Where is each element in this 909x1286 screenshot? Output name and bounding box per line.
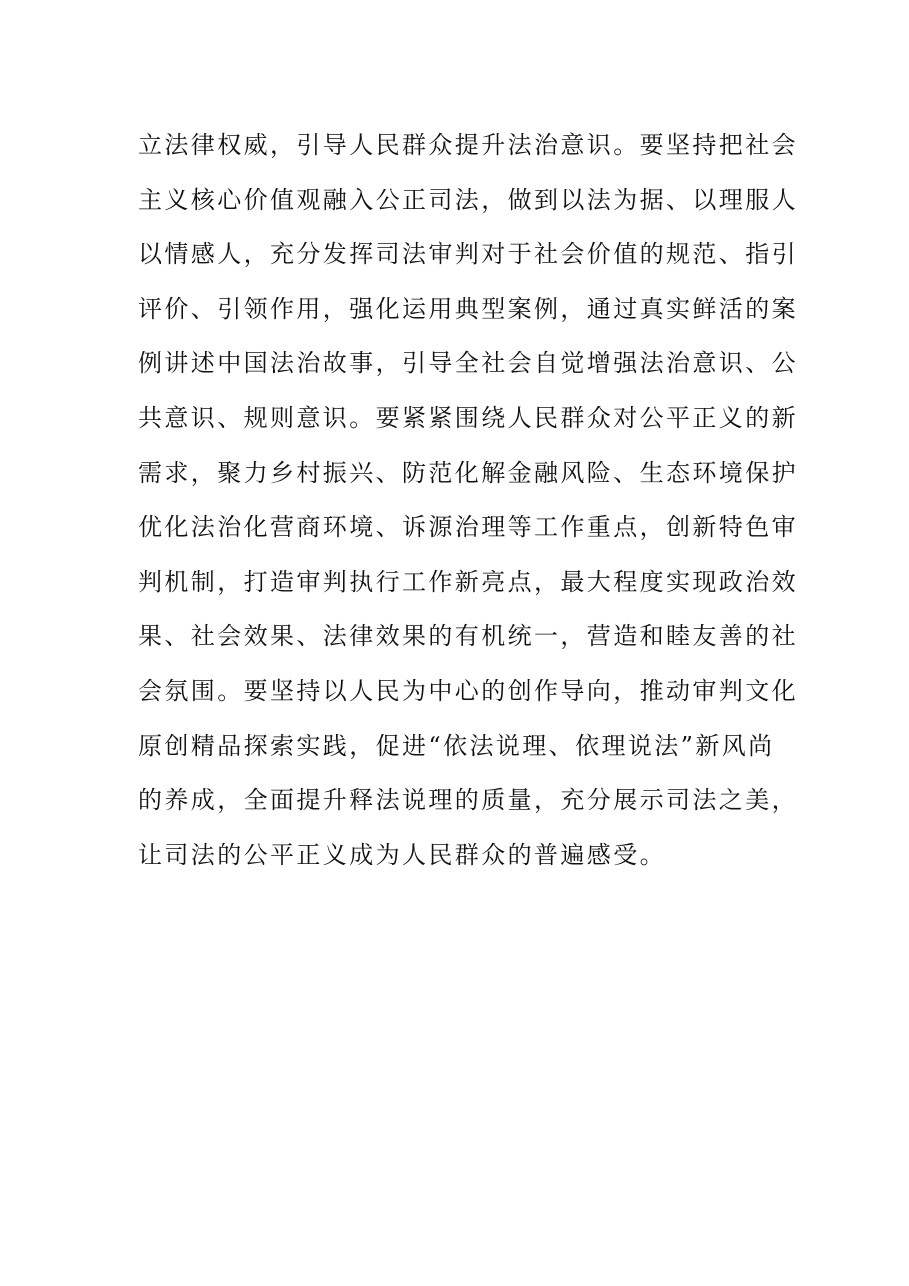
text-line: 果、社会效果、法律效果的有机统一，营造和睦友善的社 — [138, 622, 798, 651]
text-line: 原创精品探索实践，促进“依法说理、依理说法”新风尚 — [138, 731, 775, 760]
text-line: 判机制，打造审判执行工作新亮点，最大程度实现政治效 — [138, 567, 798, 596]
text-line: 主义核心价值观融入公正司法，做到以法为据、以理服人 — [138, 185, 798, 214]
text-line: 共意识、规则意识。要紧紧围绕人民群众对公平正义的新 — [138, 403, 798, 432]
text-line: 的养成，全面提升释法说理的质量，充分展示司法之美， — [138, 786, 798, 815]
text-line: 优化法治化营商环境、诉源治理等工作重点，创新特色审 — [138, 513, 798, 542]
text-line: 以情感人，充分发挥司法审判对于社会价值的规范、指引 — [138, 240, 798, 269]
text-line: 让司法的公平正义成为人民群众的普遍感受。 — [138, 840, 666, 869]
text-line: 例讲述中国法治故事，引导全社会自觉增强法治意识、公 — [138, 349, 798, 378]
text-line: 立法律权威，引导人民群众提升法治意识。要坚持把社会 — [138, 131, 798, 159]
text-line: 会氛围。要坚持以人民为中心的创作导向，推动审判文化 — [138, 676, 798, 705]
body-paragraph — [138, 118, 798, 882]
text-line: 评价、引领作用，强化运用典型案例，通过真实鲜活的案 — [138, 294, 798, 323]
text-line: 需求，聚力乡村振兴、防范化解金融风险、生态环境保护 — [138, 458, 798, 487]
